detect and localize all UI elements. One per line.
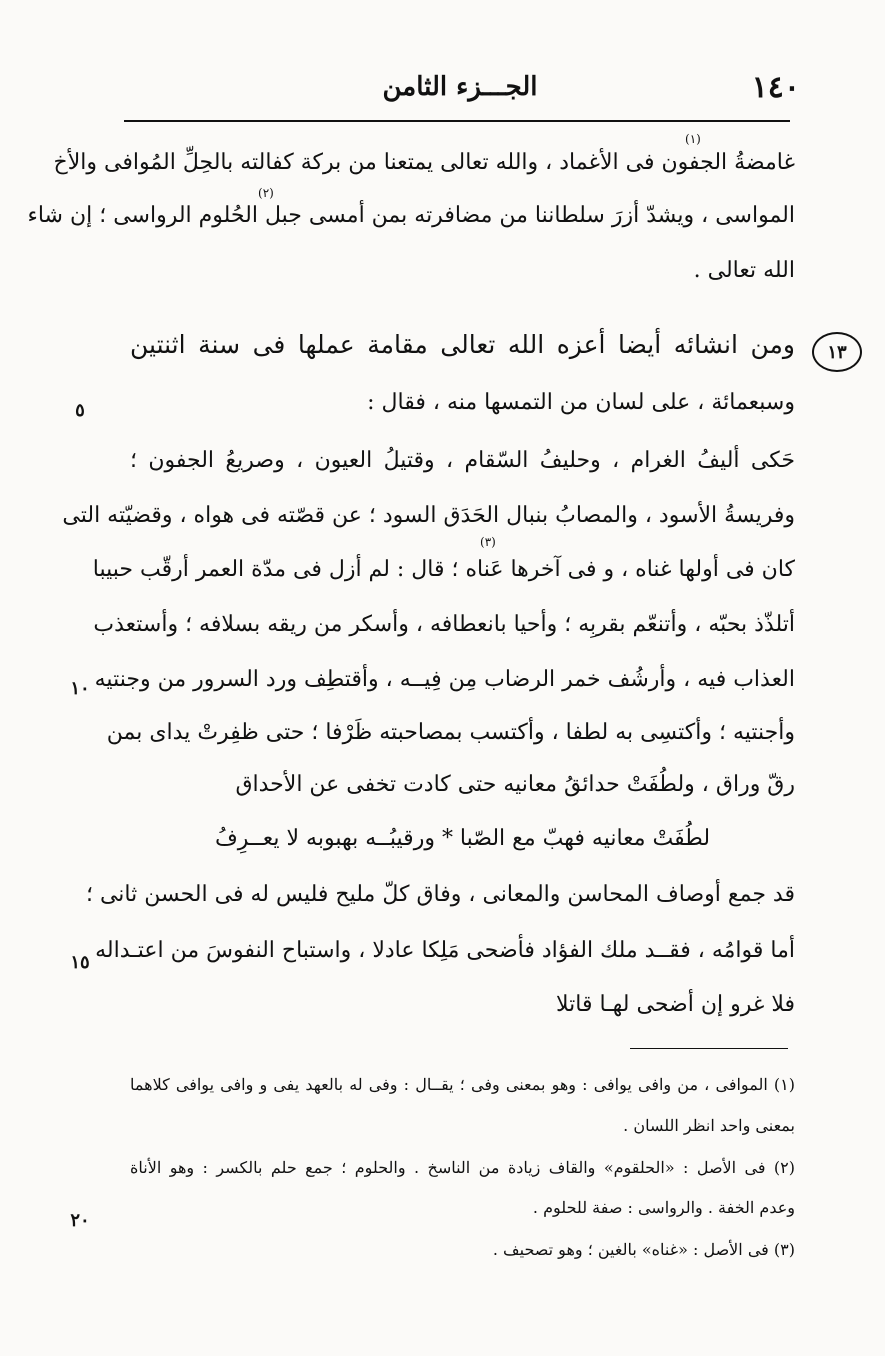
footnote-marker-1: (١) [685,132,701,146]
footnote-1-line-2: بمعنى واحد انظر اللسان . [623,1116,795,1135]
body-line-13: قد جمع أوصاف المحاسن والمعانى ، وفاق كلّ مليح فليس له فى الحسن ثانى ؛ [85,882,795,907]
section-number-mark: ١٣ [812,332,862,372]
header-rule [124,120,790,122]
body-line-10: العذاب فيه ، وأرشُف خمر الرضاب مِن فِيــه ، وأقتطِف ورد السرور من وجنتيه [94,667,795,692]
footnote-rule [630,1048,788,1049]
body-line-1: غامضةُ الجفون فى الأغماد ، والله تعالى يمتعنا من بركة كفالته بالحِلِّ المُوافى والأخ [53,150,795,175]
body-line-2: المواسى ، ويشدّ أزرَ سلطاننا من مضافرته بمن أمسى جبل الحُلوم الرواسى ؛ إن شاء [27,203,795,228]
body-line-14: أما قوامُه ، فقــد ملك الفؤاد فأضحى مَلِكا عادلا ، واستباح النفوسَ من اعتـداله [95,938,795,963]
body-line-3: الله تعالى . [693,258,795,283]
body-line-8: كان فى أولها غناه ، و فى آخرها عَناه ؛ قال : لم أزل فى مدّة العمر أرقّب حبيبا [92,557,795,582]
footnote-2-line-1: (٢) فى الأصل : «الحلقوم» والقاف زيادة من الناسخ . والحلوم ؛ جمع حلم بالكسر : وهو الأناة [130,1158,795,1177]
margin-line-number-10: ١٠ [70,678,90,699]
margin-line-number-20: ٢٠ [70,1210,90,1231]
body-line-6: حَكى أليفُ الغرام ، وحليفُ السّقام ، وقتيلُ العيون ، وصريعُ الجفون ؛ [130,448,795,473]
body-line-15: فلا غرو إن أضحى لهـا قاتلا [556,992,795,1017]
body-line-4: ومن انشائه أيضا أعزه الله تعالى مقامة عملها فى سنة اثنتين [130,330,795,359]
footnote-3: (٣) فى الأصل : «غناه» بالغين ؛ وهو تصحيف . [492,1240,795,1259]
footnote-marker-2: (٢) [258,186,274,200]
body-line-11: وأجنتيه ؛ وأكتسِى به لطفا ، وأكتسب بمصاحبته ظَرْفا ؛ حتى ظفِرتْ يداى بمن [106,720,795,745]
verse-line: لطُفَتْ معانيه فهبّ مع الصّبا * ورقيبُــه بهبوبه لا يعــرِفُ [214,826,711,851]
margin-line-number-5: ٥ [75,400,85,421]
body-line-9: أتلذّذ بحبّه ، وأتنعّم بقربِه ؛ وأحيا بانعطافه ، وأسكر من ريقه بسلافه ؛ وأستعذب [93,612,795,637]
body-line-7: وفريسةُ الأسود ، والمصابُ بنبال الحَدَق السود ؛ عن قصّته فى هواه ، وقضيّته التى [62,503,795,528]
body-line-12: رقّ وراق ، ولطُفَتْ حدائقُ معانيه حتى كادت تخفى عن الأحداق [235,772,795,797]
body-line-5: وسبعمائة ، على لسان من التمسها منه ، فقال : [367,390,795,415]
page-number: ١٤٠ [751,70,800,105]
footnote-marker-3: (٣) [480,535,496,549]
margin-line-number-15: ١٥ [70,952,90,973]
footnote-1-line-1: (١) الموافى ، من وافى يوافى : وهو بمعنى وفى ؛ يقــال : وفى له بالعهد يفى و وافى يوافى كلاهما [130,1075,795,1094]
footnote-2-line-2: وعدم الخفة . والرواسى : صفة للحلوم . [532,1198,795,1217]
running-title: الجـــزء الثامن [382,72,538,102]
